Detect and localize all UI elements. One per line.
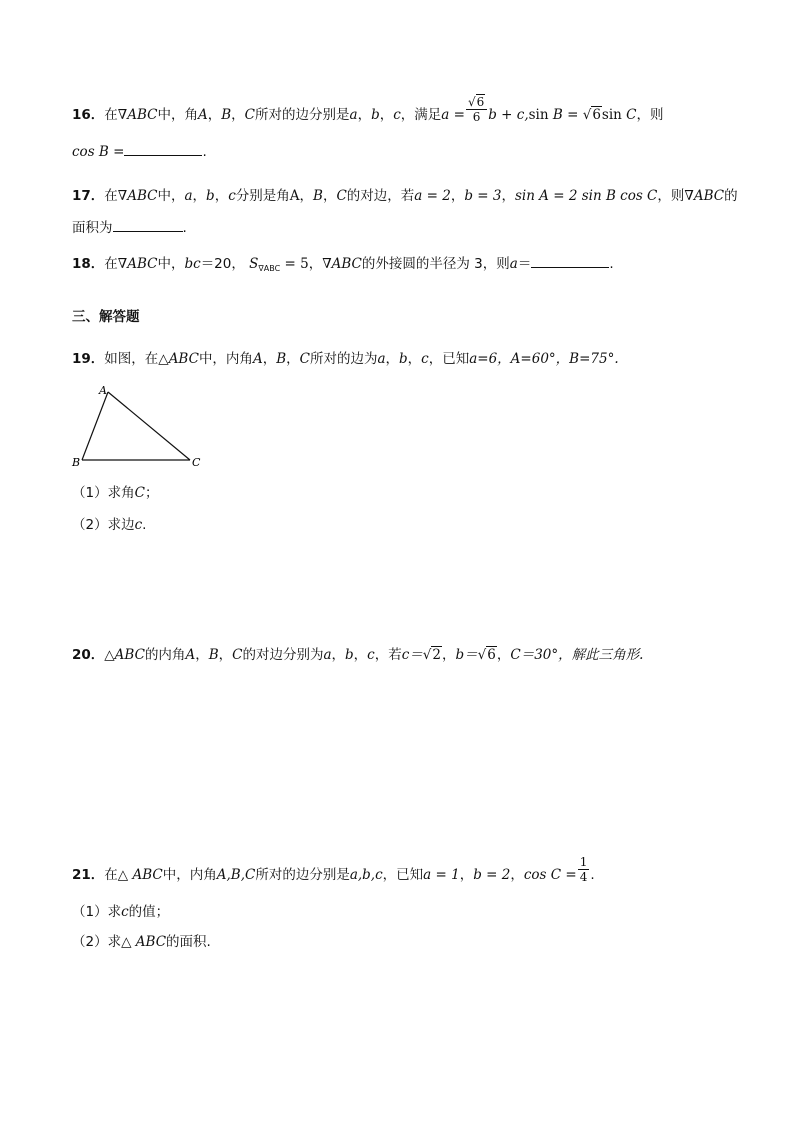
question-18-line: 18．在∇ABC中，bc＝20， $S_{\nabla ABC} = 5$，∇ABC的外接圆的半径为 3，则a＝ . [72, 256, 614, 273]
answer-blank[interactable] [124, 143, 202, 156]
sqrt-6: √6 [582, 107, 601, 123]
question-19-line: 19．如图，在△ABC中，内角A，B，C所对的边为a，b，c，已知a=6，A=60°，B=75°. [72, 351, 619, 367]
question-19-part1: （1）求角C； [72, 485, 159, 501]
answer-blank[interactable] [531, 255, 609, 268]
question-21-line: 21．在△ ABC中，内角A,B,C所对的边分别是a,b,c，已知a = 1，b = 2，cos C = $\frac{1}{4}$ . [72, 854, 595, 884]
section-heading: 三、解答题 [72, 309, 140, 325]
question-21-part2: （2）求△ ABC的面积. [72, 934, 211, 950]
question-21-part1: （1）求c的值； [72, 904, 170, 920]
question-19-part2: （2）求边c. [72, 517, 147, 533]
side-AC [108, 392, 190, 460]
question-17-line2: 面积为 . [72, 220, 187, 236]
question-20-line: 20．△ABC的内角A，B，C的对边分别为a，b，c，若c＝√2，b＝√6，C＝30°，解此三角形. [72, 647, 644, 663]
vertex-B-label: B [72, 456, 81, 469]
vertex-A-label: A [99, 384, 107, 397]
triangle-figure [68, 382, 208, 472]
vertex-C-label: C [192, 456, 201, 469]
question-number: 16． [72, 107, 105, 123]
question-16-line2: cos B = . [72, 144, 207, 160]
fraction-1-over-4: $\frac{1}{4}$ [579, 854, 588, 884]
answer-blank[interactable] [113, 219, 183, 232]
question-17-line1: 17．在∇ABC中，a，b，c分别是角A，B，C的对边，若a = 2，b = 3，sin A = 2 sin B cos C，则∇ABC的 [72, 188, 738, 204]
question-16-line1: 16．在∇ABC中，角A，B，C所对的边分别是a，b，c，满足a = $\frac{√6}{6}$ b + c,sin B = √6sin C，则 [72, 94, 664, 124]
fraction-sqrt6-over-6: $\frac{√6}{6}$ [466, 95, 487, 124]
side-AB [82, 392, 108, 460]
